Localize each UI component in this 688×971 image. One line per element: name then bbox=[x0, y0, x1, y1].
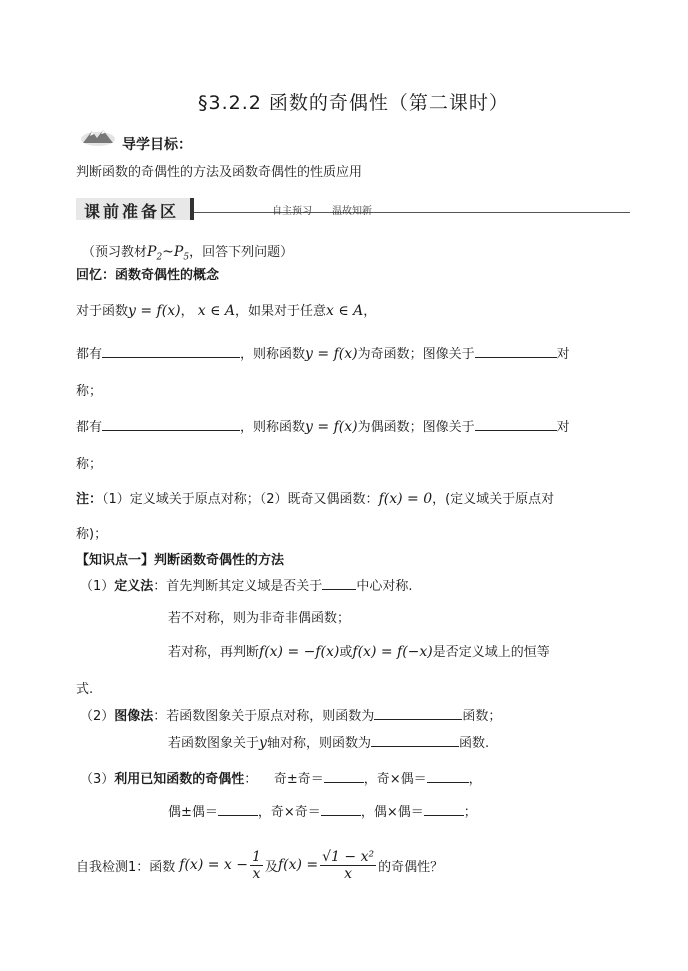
method-1-line: （1）定义法：首先判断其定义域是否关于 中心对称. bbox=[80, 579, 413, 594]
goal-text: 判断函数的奇偶性的方法及函数奇偶性的性质应用 bbox=[76, 165, 363, 180]
odd-symmetry-blank bbox=[475, 346, 557, 358]
banner-label: 课前准备区 bbox=[84, 202, 180, 221]
banner-box bbox=[76, 198, 194, 220]
fraction-1: $\frac{1}{x}$ bbox=[252, 848, 261, 882]
even-definition-line: 都有 ，则称函数y = f(x)为偶函数；图像关于 对 bbox=[76, 419, 570, 435]
method-3-line-2: 偶±偶＝ ，奇×奇＝ ，偶×偶＝ ； bbox=[168, 805, 477, 820]
preview-note: （预习教材$P_2\sim P_5$，回答下列问题） bbox=[82, 244, 294, 263]
center-blank bbox=[322, 578, 356, 590]
origin-symmetric-blank bbox=[374, 708, 462, 720]
odd-plus-odd-blank bbox=[324, 771, 364, 783]
section-banner bbox=[76, 198, 630, 220]
mountain-logo-icon bbox=[80, 125, 120, 149]
even-wrap: 称； bbox=[76, 457, 103, 472]
method-1-wrap: 式. bbox=[76, 682, 94, 697]
odd-wrap: 称； bbox=[76, 384, 103, 399]
odd-definition-line: 都有 ，则称函数y = f(x)为奇函数；图像关于 对 bbox=[76, 346, 570, 362]
method-3-line: （3）利用已知函数的奇偶性： 奇±奇＝ ，奇×偶＝ ， bbox=[80, 772, 482, 787]
knowledge-point-heading: 【知识点一】判断函数奇偶性的方法 bbox=[76, 553, 285, 568]
odd-condition-blank bbox=[102, 346, 240, 358]
even-condition-blank bbox=[102, 419, 240, 431]
even-plus-even-blank bbox=[218, 804, 258, 816]
even-symmetry-blank bbox=[475, 419, 557, 431]
method-1-line-3: 若对称，再判断f(x) = −f(x)或f(x) = f(−x)是否定义域上的恒等 bbox=[168, 644, 550, 660]
goal-heading: 导学目标： bbox=[122, 137, 192, 153]
note-wrap: 称)； bbox=[76, 527, 108, 542]
banner-subtitle: 自主预习 温故知新 bbox=[272, 206, 372, 217]
banner-rule bbox=[194, 212, 630, 213]
even-times-even-blank bbox=[424, 804, 464, 816]
y-axis-symmetric-blank bbox=[371, 735, 459, 747]
definition-line: 对于函数y = f(x)， x ∈ A，如果对于任意x ∈ A， bbox=[76, 303, 377, 319]
odd-times-odd-blank bbox=[321, 804, 361, 816]
self-check-line: 自我检测1：函数 f(x) = x − $\frac{1}{x}$ 及 f(x) = $\frac{\text{√1 − x²}}{x}$ 的奇偶性？ bbox=[76, 848, 444, 882]
recall-heading: 回忆：函数奇偶性的概念 bbox=[76, 268, 220, 283]
method-2-line-2: 若函数图象关于y轴对称，则函数为 函数. bbox=[168, 735, 490, 751]
note-line: 注：（1）定义域关于原点对称；（2）既奇又偶函数：f(x) = 0，(定义域关于原点对 bbox=[76, 491, 555, 507]
odd-times-even-blank bbox=[427, 771, 469, 783]
page-title: §3.2.2 函数的奇偶性（第二课时） bbox=[198, 92, 509, 114]
fraction-2: $\frac{\text{√1 − x²}}{x}$ bbox=[322, 848, 375, 882]
method-2-line: （2）图像法：若函数图象关于原点对称，则函数为 函数； bbox=[80, 709, 502, 724]
method-1-line-2: 若不对称，则为非奇非偶函数； bbox=[168, 611, 351, 626]
